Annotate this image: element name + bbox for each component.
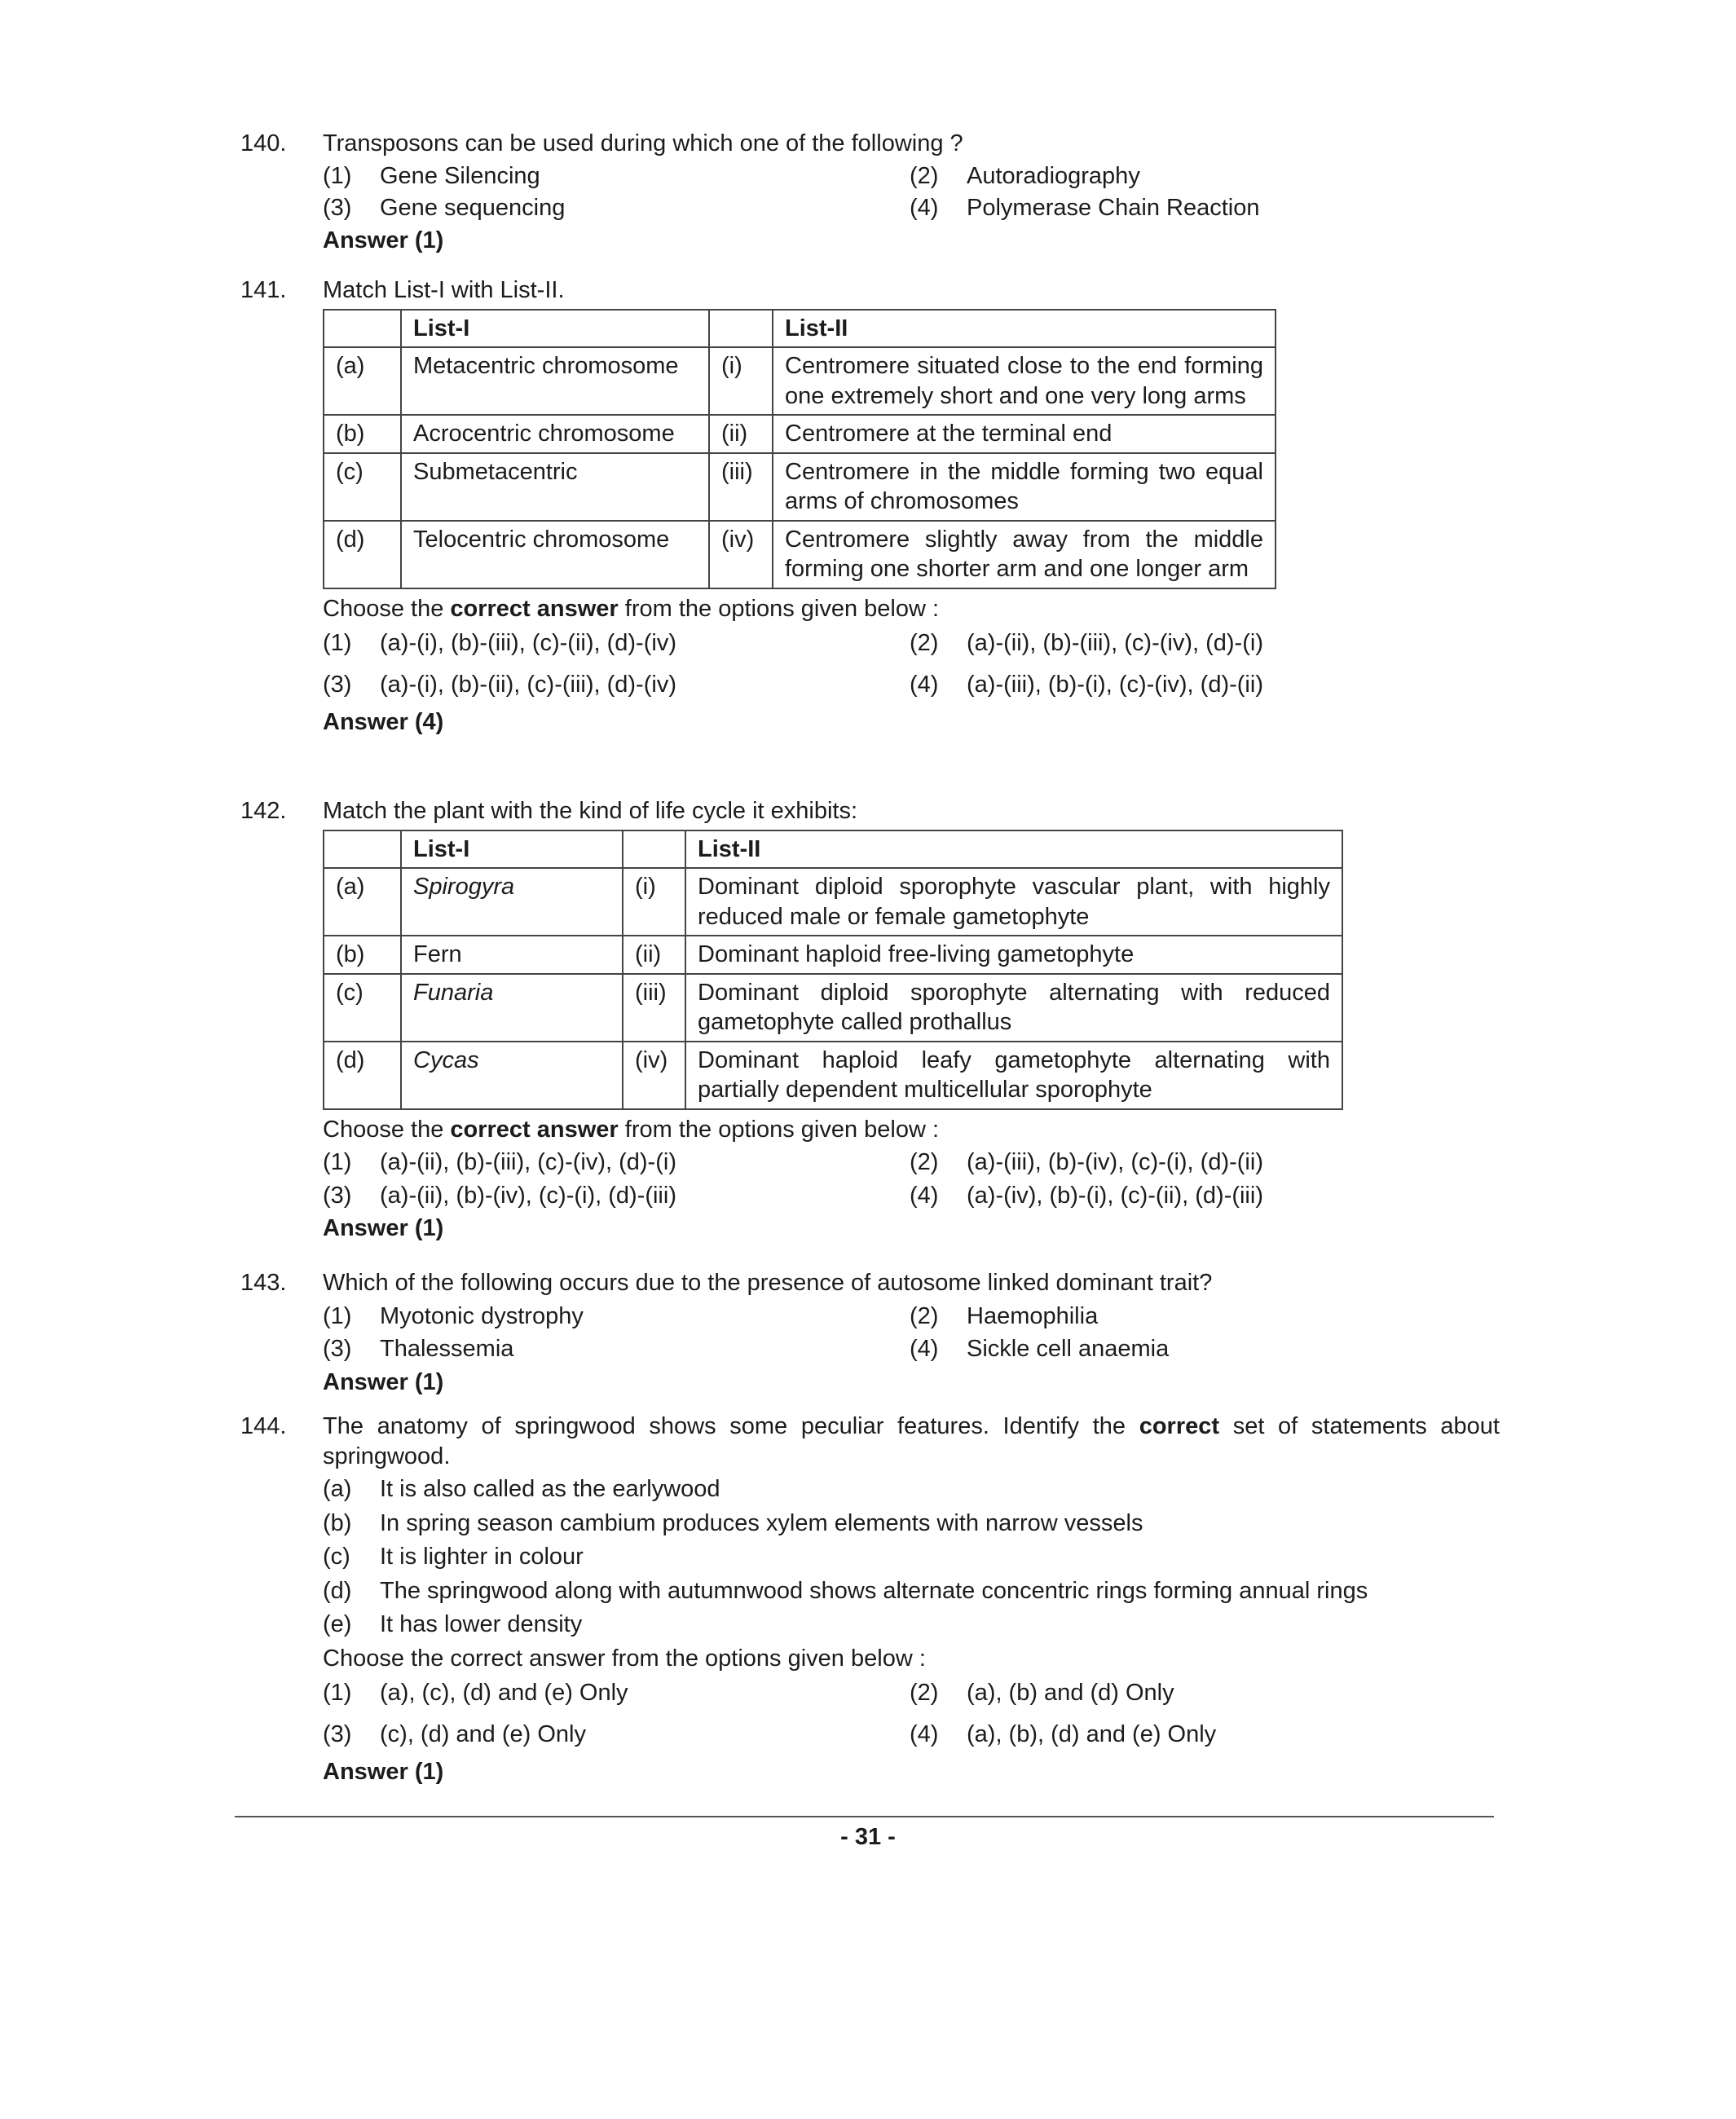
- option-text: (a), (b) and (d) Only: [967, 1680, 1174, 1707]
- question-body: [323, 1412, 1500, 1787]
- question-142: [240, 796, 1500, 1244]
- table-header-row: [324, 310, 1276, 348]
- option-number: (4): [910, 671, 939, 698]
- option-number: (3): [323, 1720, 352, 1747]
- page-number: - 31 -: [840, 1824, 896, 1850]
- option-3: [323, 193, 910, 223]
- answer: Answer (1): [323, 1368, 444, 1395]
- statement: [323, 1576, 1500, 1606]
- option-number: (1): [323, 630, 352, 657]
- question-body: [323, 275, 1500, 738]
- row-numeral: (i): [709, 347, 773, 415]
- options: [323, 628, 1500, 699]
- option-number: (2): [910, 162, 939, 189]
- list-1-header: List-I: [401, 310, 709, 348]
- option-text: (a)-(ii), (b)-(iv), (c)-(i), (d)-(iii): [380, 1182, 676, 1209]
- option-text: (a)-(i), (b)-(ii), (c)-(iii), (d)-(iv): [380, 671, 676, 698]
- choose-instruction: Choose the correct answer from the options given below :: [323, 595, 940, 622]
- answer: Answer (4): [323, 709, 444, 736]
- list-2-header: List-II: [773, 310, 1276, 348]
- row-numeral: (ii): [623, 936, 685, 974]
- question-body: [323, 1268, 1500, 1397]
- table-cell: [623, 830, 685, 869]
- option-number: (2): [910, 630, 939, 657]
- option-text: (a)-(i), (b)-(iii), (c)-(ii), (d)-(iv): [380, 630, 676, 657]
- option-2: [910, 628, 1480, 659]
- statement-text: It is also called as the earlywood: [380, 1476, 720, 1503]
- options: [323, 1302, 1500, 1364]
- list-1-item: Cycas: [401, 1042, 623, 1109]
- option-2: [910, 161, 1480, 192]
- choose-instruction: Choose the correct answer from the options given below :: [323, 1645, 926, 1672]
- row-label: (b): [324, 415, 401, 453]
- question-number: 140.: [240, 130, 287, 156]
- option-3: [323, 1720, 910, 1750]
- option-text: (c), (d) and (e) Only: [380, 1720, 586, 1747]
- option-text: (a)-(ii), (b)-(iii), (c)-(iv), (d)-(i): [380, 1149, 676, 1176]
- question-number: 142.: [240, 798, 287, 824]
- row-numeral: (iv): [623, 1042, 685, 1109]
- statement-label: (c): [323, 1544, 350, 1571]
- option-text: (a)-(iii), (b)-(i), (c)-(iv), (d)-(ii): [967, 671, 1263, 698]
- list-2-header: List-II: [685, 830, 1342, 869]
- statement-text: It has lower density: [380, 1611, 583, 1638]
- row-label: (c): [324, 453, 401, 521]
- option-4: [910, 1334, 1480, 1364]
- option-3: [323, 1334, 910, 1364]
- table-row: [324, 521, 1276, 588]
- list-1-item: Fern: [401, 936, 623, 974]
- option-number: (4): [910, 1182, 939, 1209]
- options: [323, 1148, 1500, 1210]
- statement-text: The springwood along with autumnwood shows alternate concentric rings forming annual rings: [380, 1577, 1368, 1604]
- option-number: (2): [910, 1149, 939, 1176]
- statement: [323, 1509, 1500, 1539]
- row-label: (d): [324, 521, 401, 588]
- option-number: (4): [910, 1720, 939, 1747]
- option-text: (a)-(iv), (b)-(i), (c)-(ii), (d)-(iii): [967, 1182, 1263, 1209]
- row-numeral: (iv): [709, 521, 773, 588]
- option-4: [910, 670, 1480, 700]
- table-row: [324, 347, 1276, 415]
- question-stem: The anatomy of springwood shows some peculiar features. Identify the correct set of statements about springwood.: [323, 1413, 1500, 1469]
- list-1-item: Submetacentric: [401, 453, 709, 521]
- table-row: [324, 974, 1342, 1042]
- statement-label: (e): [323, 1611, 352, 1638]
- option-2: [910, 1678, 1480, 1708]
- question-140: [240, 129, 1500, 255]
- row-numeral: (iii): [709, 453, 773, 521]
- option-number: (4): [910, 195, 939, 222]
- option-1: [323, 1678, 910, 1708]
- statement-text: In spring season cambium produces xylem elements with narrow vessels: [380, 1509, 1143, 1536]
- option-1: [323, 1302, 910, 1332]
- list-2-item: Dominant diploid sporophyte vascular plant, with highly reduced male or female gametophyte: [685, 868, 1342, 936]
- option-text: (a), (b), (d) and (e) Only: [967, 1720, 1217, 1747]
- option-1: [323, 161, 910, 192]
- list-1-item: Acrocentric chromosome: [401, 415, 709, 453]
- option-number: (3): [323, 671, 352, 698]
- option-2: [910, 1148, 1480, 1178]
- option-text: Thalessemia: [380, 1336, 514, 1363]
- list-2-item: Centromere slightly away from the middle forming one shorter arm and one longer arm: [773, 521, 1276, 588]
- list-2-item: Dominant haploid leafy gametophyte alternating with partially dependent multicellular sporophyte: [685, 1042, 1342, 1109]
- option-number: (2): [910, 1680, 939, 1707]
- option-number: (1): [323, 1302, 352, 1329]
- options: [323, 161, 1500, 223]
- option-number: (1): [323, 1149, 352, 1176]
- row-label: (a): [324, 347, 401, 415]
- option-3: [323, 670, 910, 700]
- option-text: (a)-(ii), (b)-(iii), (c)-(iv), (d)-(i): [967, 630, 1263, 657]
- question-stem: Which of the following occurs due to the presence of autosome linked dominant trait?: [323, 1270, 1213, 1296]
- option-1: [323, 628, 910, 659]
- question-143: [240, 1268, 1500, 1397]
- list-2-item: Dominant haploid free-living gametophyte: [685, 936, 1342, 974]
- option-4: [910, 1720, 1480, 1750]
- statement: [323, 1542, 1500, 1572]
- match-table: [323, 830, 1343, 1110]
- question-number: 144.: [240, 1413, 287, 1439]
- option-text: Autoradiography: [967, 162, 1140, 189]
- statement-text: It is lighter in colour: [380, 1544, 584, 1571]
- option-text: Polymerase Chain Reaction: [967, 195, 1260, 222]
- option-text: (a)-(iii), (b)-(iv), (c)-(i), (d)-(ii): [967, 1149, 1263, 1176]
- answer: Answer (1): [323, 227, 444, 253]
- row-numeral: (iii): [623, 974, 685, 1042]
- row-label: (b): [324, 936, 401, 974]
- option-text: Gene Silencing: [380, 162, 540, 189]
- match-table: [323, 309, 1276, 589]
- statements: [323, 1474, 1500, 1640]
- list-2-item: Centromere at the terminal end: [773, 415, 1276, 453]
- question-stem: Match List-I with List-II.: [323, 277, 565, 303]
- list-1-header: List-I: [401, 830, 623, 869]
- list-1-item: Spirogyra: [401, 868, 623, 936]
- table-cell: [324, 830, 401, 869]
- option-text: Haemophilia: [967, 1302, 1099, 1329]
- option-4: [910, 193, 1480, 223]
- table-row: [324, 453, 1276, 521]
- table-row: [324, 415, 1276, 453]
- option-1: [323, 1148, 910, 1178]
- row-numeral: (i): [623, 868, 685, 936]
- answer: Answer (1): [323, 1759, 444, 1786]
- option-number: (3): [323, 1182, 352, 1209]
- option-text: (a), (c), (d) and (e) Only: [380, 1680, 628, 1707]
- row-label: (d): [324, 1042, 401, 1109]
- question-body: [323, 129, 1500, 255]
- table-row: [324, 868, 1342, 936]
- statement: [323, 1474, 1500, 1504]
- statement-label: (b): [323, 1509, 352, 1536]
- option-text: Gene sequencing: [380, 195, 566, 222]
- row-label: (c): [324, 974, 401, 1042]
- option-4: [910, 1181, 1480, 1211]
- option-number: (2): [910, 1302, 939, 1329]
- list-1-item: Telocentric chromosome: [401, 521, 709, 588]
- table-row: [324, 1042, 1342, 1109]
- option-number: (3): [323, 1336, 352, 1363]
- list-2-item: Dominant diploid sporophyte alternating with reduced gametophyte called prothallus: [685, 974, 1342, 1042]
- list-2-item: Centromere in the middle forming two equal arms of chromosomes: [773, 453, 1276, 521]
- options: [323, 1678, 1500, 1749]
- row-label: (a): [324, 868, 401, 936]
- option-2: [910, 1302, 1480, 1332]
- statement: [323, 1610, 1500, 1640]
- option-number: (3): [323, 195, 352, 222]
- question-141: [240, 275, 1500, 738]
- question-number: 141.: [240, 277, 287, 303]
- question-stem: Transposons can be used during which one of the following ?: [323, 130, 963, 156]
- question-stem: Match the plant with the kind of life cycle it exhibits:: [323, 798, 858, 824]
- choose-instruction: Choose the correct answer from the options given below :: [323, 1116, 940, 1143]
- footer-rule: [235, 1816, 1494, 1817]
- option-number: (4): [910, 1336, 939, 1363]
- table-cell: [324, 310, 401, 348]
- question-144: [240, 1412, 1500, 1787]
- option-number: (1): [323, 1680, 352, 1707]
- statement-label: (d): [323, 1577, 352, 1604]
- table-row: [324, 936, 1342, 974]
- question-body: [323, 796, 1500, 1244]
- table-cell: [709, 310, 773, 348]
- table-header-row: [324, 830, 1342, 869]
- row-numeral: (ii): [709, 415, 773, 453]
- list-2-item: Centromere situated close to the end forming one extremely short and one very long arms: [773, 347, 1276, 415]
- statement-label: (a): [323, 1476, 352, 1503]
- list-1-item: Metacentric chromosome: [401, 347, 709, 415]
- option-text: Myotonic dystrophy: [380, 1302, 584, 1329]
- option-text: Sickle cell anaemia: [967, 1336, 1170, 1363]
- question-number: 143.: [240, 1270, 287, 1296]
- option-number: (1): [323, 162, 352, 189]
- answer: Answer (1): [323, 1215, 444, 1242]
- option-3: [323, 1181, 910, 1211]
- list-1-item: Funaria: [401, 974, 623, 1042]
